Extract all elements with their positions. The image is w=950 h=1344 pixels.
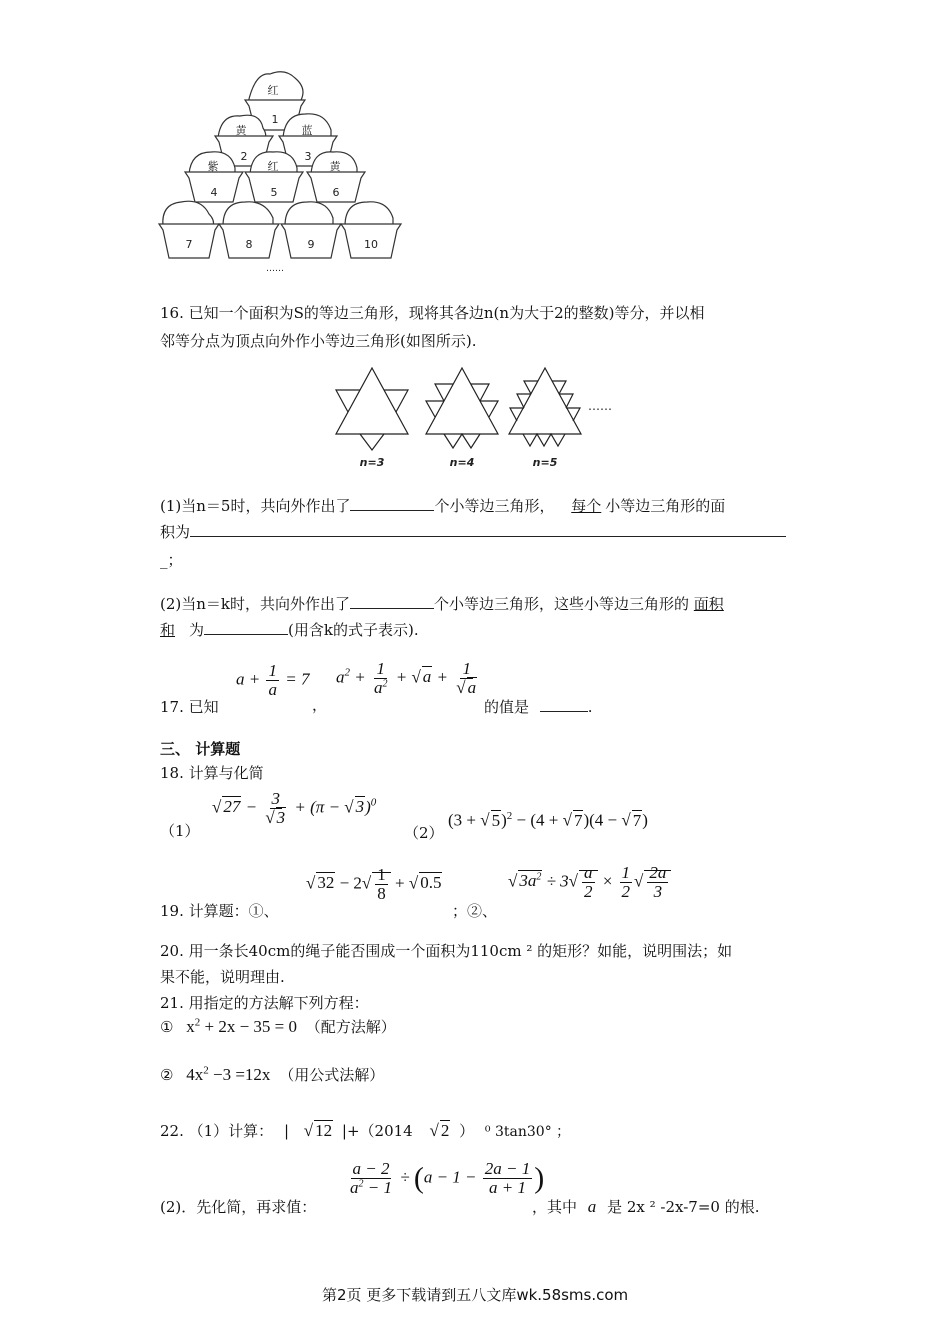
q22-text-d: ⁰ 3tan30° ； <box>484 1124 571 1140</box>
q17-suffix <box>484 696 593 717</box>
q17-comma: ， <box>312 696 328 714</box>
q22-sqrt12: √ 12 <box>303 1121 333 1140</box>
q21-item-2-index: ② <box>160 1066 174 1084</box>
answer-blank <box>190 522 786 537</box>
q17-prefix: 17. 已知 <box>160 698 219 716</box>
cup-number: 6 <box>332 186 340 199</box>
q22-text-p2c: 是 2x ² -2x-7=0 的根. <box>607 1198 760 1216</box>
q16-part1-text-a: (1)当n＝5时，共向外作出了 <box>160 497 351 515</box>
q16-part1-line1 <box>160 495 725 516</box>
answer-blank <box>540 697 588 712</box>
cup-top-label: 黄 <box>235 124 247 137</box>
q18-formula-2: (3 + √ 5)$^2$ − (4 + √ 7)(4 − √ 7) <box>448 810 648 830</box>
cup-number: 9 <box>307 238 315 251</box>
figure-n3 <box>336 368 408 450</box>
figure-label: n=3 <box>359 456 385 469</box>
q16-part2-text-d: 和 <box>160 621 176 639</box>
cup-top-label: 红 <box>267 84 279 97</box>
q21-method-1: （配方法解） <box>305 1018 396 1036</box>
q16-part2-text-c: 面积 <box>693 595 724 613</box>
q16-part1-line3: _； <box>160 551 183 569</box>
cup-number: 5 <box>270 186 278 199</box>
q16-line1: 16. 已知一个面积为S的等边三角形，现将其各边n(n为大于2的整数)等分，并以相 <box>160 304 705 322</box>
star-triangles-figure <box>332 362 632 474</box>
q18-label-1: （1） <box>160 822 200 840</box>
figure-label: n=5 <box>532 456 558 469</box>
q21-item-1-index: ① <box>160 1018 174 1036</box>
cup-top-label: 紫 <box>207 160 219 173</box>
cup-number: 3 <box>304 150 312 163</box>
cup-number: 4 <box>210 186 218 199</box>
section-title: 三、 计算题 <box>160 740 241 758</box>
q21-equation-2: $4x^2 -3 =12x$ <box>186 1064 271 1084</box>
q19-mid: ；②、 <box>452 902 498 920</box>
q18-text: 18. 计算与化简 <box>160 764 264 782</box>
q17-end: . <box>587 698 593 716</box>
cup-top-label: 黄 <box>329 160 341 173</box>
q22-var-a: a <box>587 1197 597 1216</box>
q20-line2: 果不能，说明理由. <box>160 968 285 986</box>
q16-part1-text-e: 积为 <box>160 523 191 541</box>
q19-formula-2: √ $3a^2 \div 3√$ $\frac{a}{2}$ × $\frac{1}{2}$ √ $\frac{2a}{3}$ <box>508 864 671 901</box>
q16-part2-text-b: 个小等边三角形，这些小等边三角形的 <box>434 595 690 613</box>
q21-text: 21. 用指定的方法解下列方程： <box>160 994 369 1012</box>
q16-part2-line2 <box>160 619 419 640</box>
q21-method-2: （用公式法解） <box>279 1066 385 1084</box>
figure-n5 <box>509 368 581 446</box>
page-footer: 第2页 更多下载请到五八文库wk.58sms.com <box>322 1286 629 1304</box>
q17-formula-given: a + $\frac{1}{a}$ = 7 <box>236 661 310 699</box>
q20-line1: 20. 用一条长40cm的绳子能否围成一个面积为110cm ² 的矩形？如能，说明围法；如 <box>160 942 733 960</box>
q17-formula-target: $a^2$ + $\frac{1}{a^2}$ + √ a + $\frac{1}{√ a}$ <box>336 659 477 697</box>
q22-part2-label: (2)．先化简，再求值： <box>160 1198 317 1216</box>
cup-number: 7 <box>185 238 193 251</box>
answer-blank <box>350 594 434 609</box>
q16-part1-text-b: 个小等边三角形， <box>434 497 555 515</box>
answer-blank <box>350 496 434 511</box>
figure-ellipsis: …… <box>588 399 612 413</box>
q16-part2-text-e: 为 <box>189 621 205 639</box>
cup-number: 2 <box>240 150 248 163</box>
q16-line2: 邻等分点为顶点向外作小等边三角形(如图所示). <box>160 332 477 350</box>
cup-top-label: 蓝 <box>301 124 313 137</box>
q22-text-c: ） <box>459 1122 475 1140</box>
cup-number: 10 <box>364 238 378 251</box>
figure-label: n=4 <box>449 456 475 469</box>
figure-n4 <box>426 368 498 448</box>
q18-formula-1: √ 27 − $\frac{3}{√ 3}$ + (π − √ 3)$^0$ <box>212 789 377 827</box>
q16-part1-line2 <box>160 521 786 542</box>
cup-pyramid-figure <box>155 68 415 278</box>
q16-part2-line1 <box>160 593 724 614</box>
q17-suffix-text: 的值是 <box>484 698 530 716</box>
q22-part2-tail <box>532 1196 759 1217</box>
q21-equation-1: $x^2 + 2x - 35 = 0$ <box>186 1016 297 1036</box>
q22-text-a: 22. （1）计算： <box>160 1122 274 1140</box>
q16-part2-text-a: (2)当n＝k时，共向外作出了 <box>160 595 350 613</box>
q21-item-1 <box>160 1016 396 1037</box>
q19-formula-1: √ 32 − 2√ $\frac{1}{8}$ + √ 0.5 <box>306 865 442 903</box>
q22-sqrt2: √ 2 <box>429 1121 450 1140</box>
q16-part2-text-f: (用含k的式子表示). <box>288 621 419 639</box>
q16-part1-text-d: 小等边三角形的面 <box>605 497 726 515</box>
q22-abs-open: | <box>283 1122 290 1140</box>
q19-text: 19. 计算题：①、 <box>160 902 279 920</box>
q22-part1 <box>160 1120 570 1141</box>
q21-item-2 <box>160 1064 384 1085</box>
pyramid-ellipsis: …… <box>266 264 284 274</box>
cup-number: 8 <box>245 238 253 251</box>
cup-top-label: 红 <box>267 160 279 173</box>
cup-number: 1 <box>271 113 279 126</box>
q16-part1-text-c: 每个 <box>571 497 602 515</box>
answer-blank <box>204 620 288 635</box>
q18-label-2: （2） <box>404 824 444 842</box>
q22-text-p2b: ，其中 <box>532 1198 578 1216</box>
q22-text-b: |+（2014 <box>341 1122 413 1140</box>
q22-part2-formula: $\frac{a - 2}{a^2 - 1}$ ÷ (a − 1 − $\frac{2a - 1}{a + 1}$ ) <box>350 1159 545 1197</box>
